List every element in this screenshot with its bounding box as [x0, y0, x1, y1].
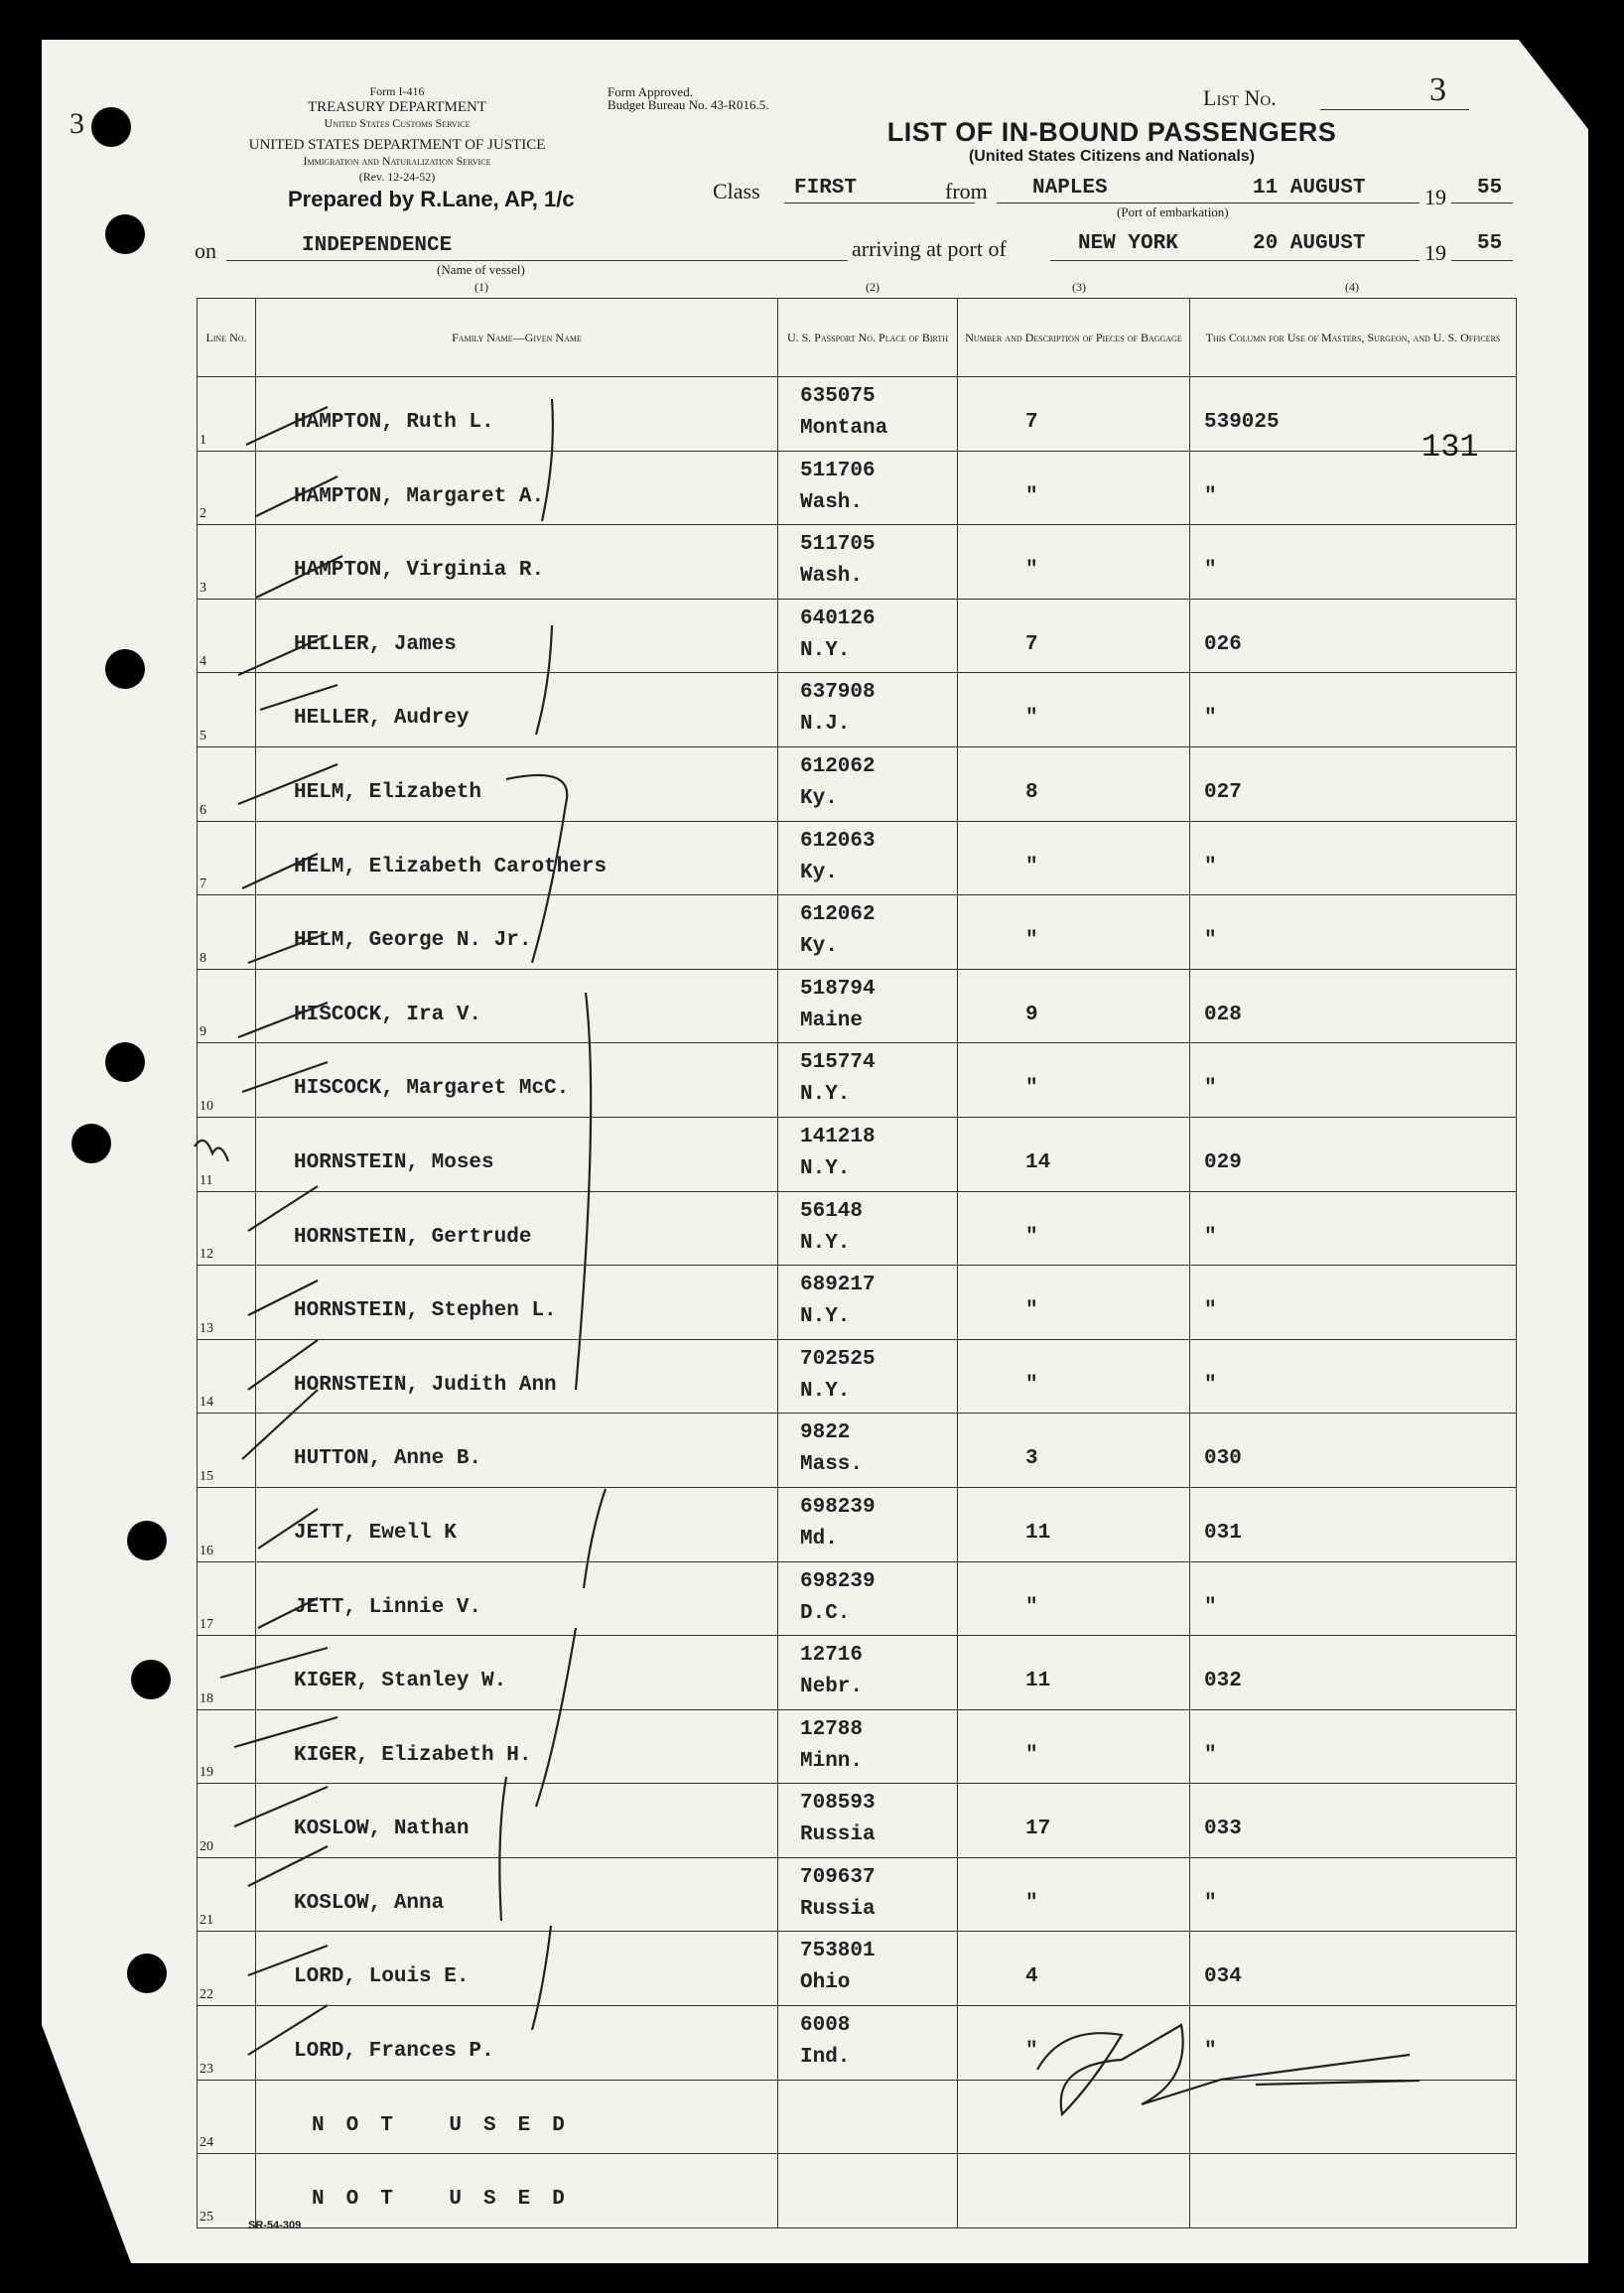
officer-number: " [1204, 1077, 1217, 1101]
officer-number: " [1204, 1299, 1217, 1323]
place-of-birth: Md. [800, 1527, 838, 1551]
form-approved: Form Approved. [608, 84, 693, 99]
baggage-count: 8 [1025, 780, 1038, 804]
passport-number: 12716 [800, 1644, 864, 1668]
baggage-count: 11 [1025, 1670, 1051, 1693]
passport-number: 9822 [800, 1421, 851, 1445]
line-number: 15 [200, 1468, 213, 1484]
line-number: 18 [200, 1690, 213, 1706]
officer-number: 027 [1204, 780, 1242, 804]
officer-number: " [1204, 559, 1217, 583]
passenger-name: HISCOCK, Margaret McC. [294, 1077, 570, 1101]
place-of-birth: Ind. [800, 2046, 851, 2070]
passport-number: 141218 [800, 1125, 876, 1148]
officer-number: " [1204, 1225, 1217, 1249]
form-number: Form I-416 [369, 84, 425, 98]
year-prefix: 19 [1424, 185, 1446, 209]
line-number: 2 [200, 506, 206, 522]
passport-number: 709637 [800, 1865, 876, 1889]
passenger-name: HISCOCK, Ira V. [294, 1003, 482, 1026]
passport-number: 612063 [800, 829, 876, 853]
place-of-birth: Wash. [800, 490, 864, 514]
baggage-count: 11 [1025, 1521, 1051, 1545]
officer-number: 034 [1204, 1965, 1242, 1989]
customs-service: United States Customs Service [324, 116, 471, 130]
line-number: 8 [200, 950, 206, 966]
passport-number: 708593 [800, 1792, 876, 1816]
line-number: 20 [200, 1838, 213, 1854]
baggage-count: 9 [1025, 1003, 1038, 1026]
baggage-count: " [1025, 1595, 1038, 1619]
officer-number: " [1204, 707, 1217, 731]
header-passport: U. S. Passport No. Place of Birth [778, 299, 958, 377]
line-number: 5 [200, 728, 206, 743]
officer-number: 032 [1204, 1670, 1242, 1693]
year-1: 55 [1477, 177, 1503, 200]
place-of-birth: Minn. [800, 1749, 864, 1773]
passenger-name: NOT USED [312, 2188, 587, 2212]
footer-code: SR-54-309 [248, 2220, 302, 2231]
from-value: NAPLES [1032, 177, 1108, 200]
officer-number: " [1204, 484, 1217, 508]
officer-number: 026 [1204, 632, 1242, 656]
line-number: 7 [200, 877, 206, 892]
line-number: 21 [200, 1913, 213, 1929]
baggage-count: 4 [1025, 1965, 1038, 1989]
baggage-count: 3 [1025, 1447, 1038, 1471]
place-of-birth: N.Y. [800, 1083, 851, 1107]
arriving-label: arriving at port of [852, 236, 1007, 261]
baggage-count: " [1025, 1743, 1038, 1767]
page-title: LIST OF IN-BOUND PASSENGERS [886, 117, 1337, 147]
place-of-birth: Mass. [800, 1453, 864, 1477]
passenger-name: HELLER, Audrey [294, 707, 470, 731]
officer-number: " [1204, 1373, 1217, 1397]
passport-number: 511705 [800, 533, 876, 557]
year-2: 55 [1477, 232, 1503, 255]
list-no-label: List No. [1203, 85, 1277, 110]
line-number: 17 [200, 1617, 213, 1633]
officer-number: " [1204, 929, 1217, 953]
passenger-name: NOT USED [312, 2113, 587, 2137]
passenger-name: HELM, George N. Jr. [294, 929, 532, 953]
passenger-name: HORNSTEIN, Moses [294, 1150, 494, 1174]
baggage-count: " [1025, 484, 1038, 508]
passenger-name: JETT, Linnie V. [294, 1595, 482, 1619]
col-num-1: (1) [474, 280, 488, 294]
passport-number: 56148 [800, 1199, 864, 1223]
passenger-name: HORNSTEIN, Judith Ann [294, 1373, 557, 1397]
header-line-no: Line No. [198, 299, 256, 377]
ins-label: Immigration and Naturalization Service [303, 154, 491, 168]
officer-number: 033 [1204, 1818, 1242, 1841]
passenger-name: KIGER, Elizabeth H. [294, 1743, 532, 1767]
officer-number: 031 [1204, 1521, 1242, 1545]
place-of-birth: Ky. [800, 861, 838, 884]
passenger-name: HUTTON, Anne B. [294, 1447, 482, 1471]
baggage-count: 7 [1025, 411, 1038, 434]
baggage-count: 14 [1025, 1150, 1051, 1174]
place-of-birth: Russia [800, 1823, 876, 1847]
prepared-by: Prepared by R.Lane, AP, 1/c [288, 187, 575, 211]
passenger-name: HAMPTON, Ruth L. [294, 411, 494, 434]
place-of-birth: N.Y. [800, 1305, 851, 1329]
col-num-3: (3) [1072, 280, 1086, 294]
passenger-name: HELM, Elizabeth Carothers [294, 855, 608, 878]
line-number: 4 [200, 654, 206, 670]
passport-number: 698239 [800, 1495, 876, 1519]
baggage-count: " [1025, 2040, 1038, 2064]
baggage-count: 7 [1025, 632, 1038, 656]
line-number: 22 [200, 1987, 213, 2003]
header-baggage: Number and Description of Pieces of Baggage [958, 299, 1190, 377]
class-label: Class [713, 179, 760, 203]
line-number: 6 [200, 802, 206, 818]
from-label: from [945, 179, 988, 203]
place-of-birth: Wash. [800, 565, 864, 589]
place-of-birth: N.Y. [800, 638, 851, 662]
officer-number: 028 [1204, 1003, 1242, 1026]
baggage-count: 17 [1025, 1818, 1051, 1841]
line-number: 16 [200, 1543, 213, 1558]
officer-number: " [1204, 855, 1217, 878]
justice-dept: UNITED STATES DEPARTMENT OF JUSTICE [248, 137, 546, 153]
passenger-name: HELLER, James [294, 632, 457, 656]
place-of-birth: N.Y. [800, 1156, 851, 1180]
passenger-name: KIGER, Stanley W. [294, 1670, 507, 1693]
place-of-birth: Montana [800, 417, 888, 440]
passenger-name: JETT, Ewell K [294, 1521, 457, 1545]
passenger-name: HELM, Elizabeth [294, 780, 482, 804]
place-of-birth: N.J. [800, 713, 851, 737]
passenger-name: HORNSTEIN, Stephen L. [294, 1299, 557, 1323]
baggage-count: " [1025, 1299, 1038, 1323]
passenger-name: HORNSTEIN, Gertrude [294, 1225, 532, 1249]
vessel-label: (Name of vessel) [437, 262, 525, 277]
on-label: on [195, 238, 216, 263]
arrival-date: 20 AUGUST [1253, 232, 1366, 255]
officer-number: " [1204, 1595, 1217, 1619]
baggage-count: " [1025, 1077, 1038, 1101]
margin-note: 3 [69, 107, 84, 140]
passport-number: 12788 [800, 1717, 864, 1741]
passport-number: 612062 [800, 754, 876, 778]
place-of-birth: Ohio [800, 1971, 851, 1995]
line-number: 23 [200, 2061, 213, 2077]
passport-number: 702525 [800, 1347, 876, 1371]
place-of-birth: Russia [800, 1897, 876, 1921]
officer-number: " [1204, 1743, 1217, 1767]
line-number: 19 [200, 1765, 213, 1781]
passport-number: 640126 [800, 607, 876, 630]
line-number: 25 [200, 2209, 213, 2225]
vessel-name: INDEPENDENCE [302, 234, 453, 257]
arrival-port: NEW YORK [1078, 232, 1178, 255]
line-number: 13 [200, 1320, 213, 1336]
col-num-4: (4) [1345, 280, 1359, 294]
place-of-birth: Ky. [800, 786, 838, 810]
passport-number: 689217 [800, 1274, 876, 1297]
baggage-count: " [1025, 559, 1038, 583]
revision: (Rev. 12-24-52) [358, 170, 436, 184]
passport-number: 511706 [800, 459, 876, 482]
passport-number: 518794 [800, 977, 876, 1001]
place-of-birth: N.Y. [800, 1231, 851, 1255]
list-no-value: 3 [1429, 71, 1446, 108]
passport-number: 6008 [800, 2014, 851, 2038]
year-prefix-2: 19 [1424, 240, 1446, 265]
place-of-birth: Ky. [800, 935, 838, 959]
passenger-name: HAMPTON, Virginia R. [294, 559, 545, 583]
baggage-count: " [1025, 1373, 1038, 1397]
passport-number: 637908 [800, 681, 876, 705]
line-number: 11 [200, 1172, 213, 1188]
line-number: 10 [200, 1098, 213, 1114]
passenger-name: HAMPTON, Margaret A. [294, 484, 545, 508]
baggage-count: " [1025, 929, 1038, 953]
line-number: 24 [200, 2135, 213, 2151]
place-of-birth: Maine [800, 1009, 864, 1032]
passenger-name: LORD, Frances P. [294, 2040, 494, 2064]
passenger-name: KOSLOW, Nathan [294, 1818, 470, 1841]
treasury-dept: TREASURY DEPARTMENT [307, 99, 487, 115]
passport-number: 515774 [800, 1051, 876, 1075]
officer-number: 030 [1204, 1447, 1242, 1471]
baggage-count: " [1025, 1225, 1038, 1249]
place-of-birth: N.Y. [800, 1379, 851, 1403]
place-of-birth: Nebr. [800, 1676, 864, 1699]
passenger-name: KOSLOW, Anna [294, 1891, 445, 1915]
header-officers: This Column for Use of Masters, Surgeon, and U. S. Officers [1190, 299, 1517, 377]
line-number: 9 [200, 1024, 206, 1040]
port-embark-label: (Port of embarkation) [1117, 204, 1229, 219]
budget-bureau: Budget Bureau No. 43-R016.5. [608, 97, 769, 112]
col-num-2: (2) [866, 280, 880, 294]
officer-number: 029 [1204, 1150, 1242, 1174]
side-number: 131 [1421, 429, 1479, 466]
page-subtitle: (United States Citizens and Nationals) [968, 148, 1256, 165]
line-number: 3 [200, 580, 206, 596]
passenger-name: LORD, Louis E. [294, 1965, 470, 1989]
line-number: 12 [200, 1247, 213, 1263]
baggage-count: " [1025, 1891, 1038, 1915]
baggage-count: " [1025, 855, 1038, 878]
line-number: 1 [200, 432, 206, 448]
from-date: 11 AUGUST [1253, 177, 1366, 200]
passport-number: 635075 [800, 385, 876, 408]
line-number: 14 [200, 1395, 213, 1411]
header-name: Family Name—Given Name [256, 299, 778, 377]
officer-number: 539025 [1204, 411, 1280, 434]
passport-number: 753801 [800, 1940, 876, 1963]
place-of-birth: D.C. [800, 1601, 851, 1625]
class-value: FIRST [794, 177, 858, 200]
officer-number: " [1204, 1891, 1217, 1915]
officer-number: " [1204, 2040, 1217, 2064]
passport-number: 698239 [800, 1569, 876, 1593]
passport-number: 612062 [800, 903, 876, 927]
baggage-count: " [1025, 707, 1038, 731]
